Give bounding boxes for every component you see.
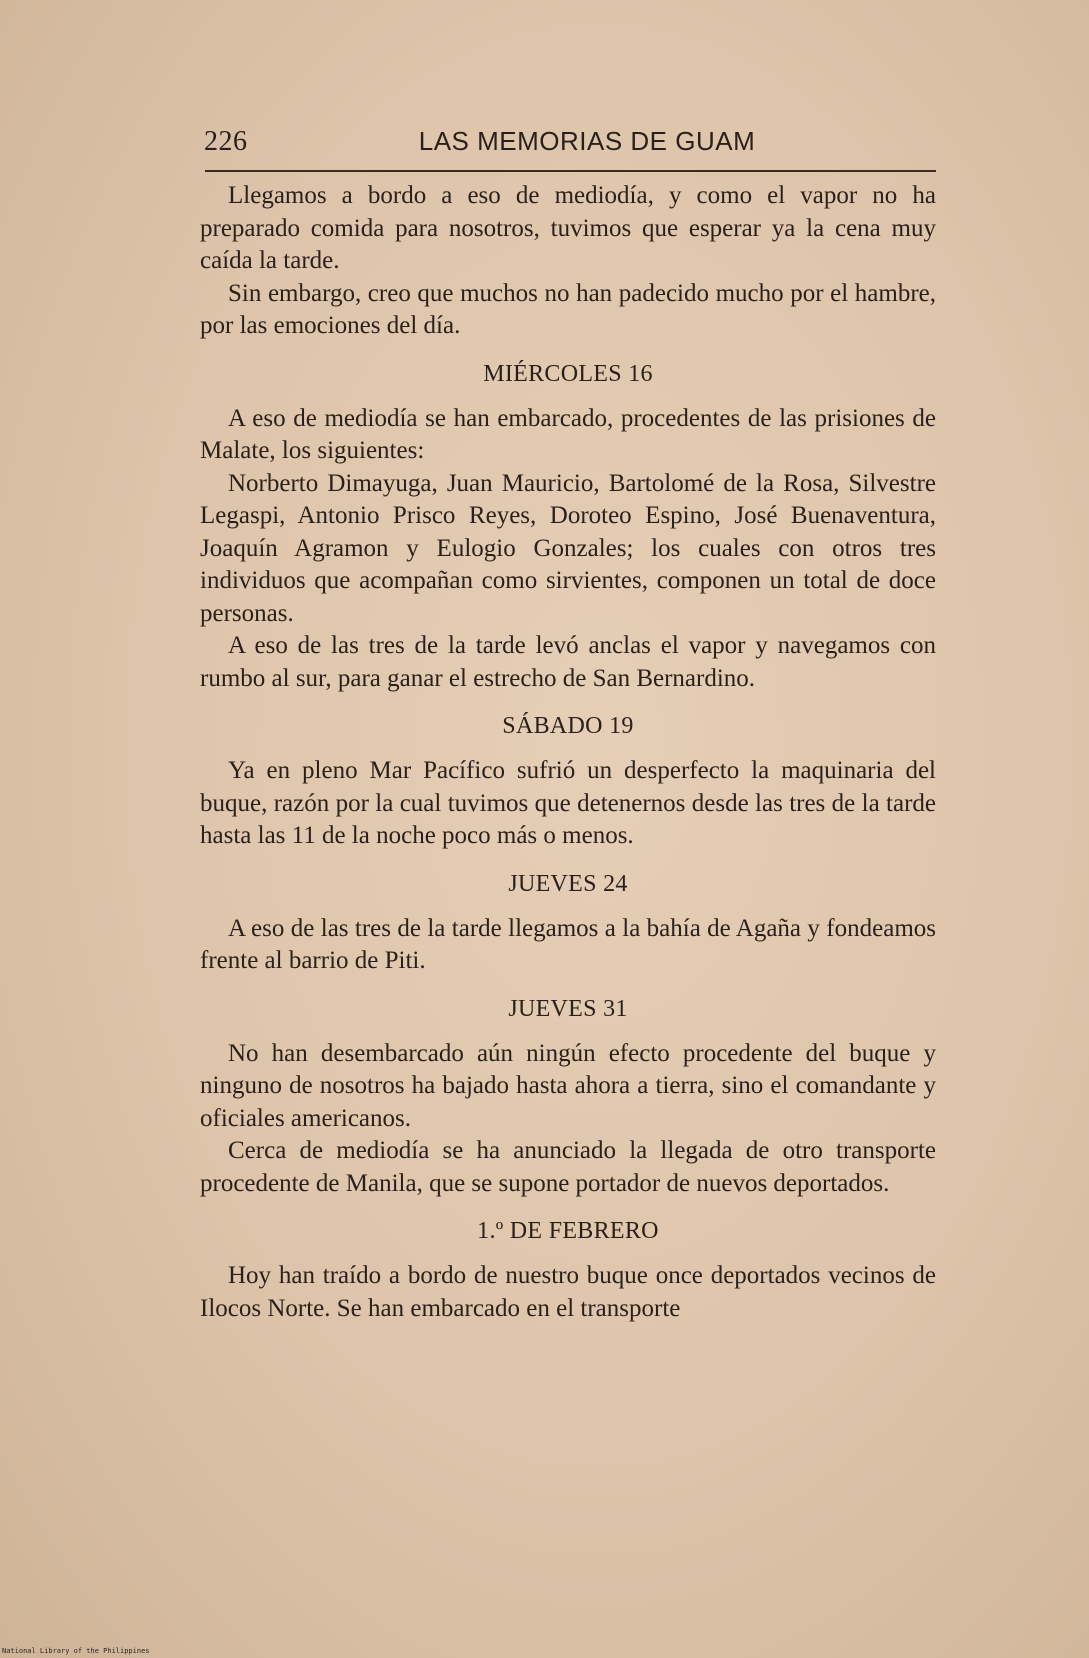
date-heading: SÁBADO 19 [502,713,634,739]
paragraph: A eso de mediodía se han embarcado, procedentes de las prisiones de Malate, los siguientes: [200,404,936,464]
paragraph: No han desembarcado aún ningún efecto procedente del buque y ninguno de nosotros ha bajado hasta ahora a tierra, sino el comandante y oficiales americanos. [200,1039,936,1132]
paragraph: Ya en pleno Mar Pacífico sufrió un desperfecto la maquinaria del buque, razón por la cual tuvimos que detenernos desde las tres de la tarde hasta las 11 de la noche poco más o menos. [200,757,936,849]
paragraph: Hoy han traído a bordo de nuestro buque once deportados vecinos de Ilocos Norte. Se han embarcado en el transporte [200,1262,936,1322]
paragraph: Norberto Dimayuga, Juan Mauricio, Bartolomé de la Rosa, Silvestre Legaspi, Antonio Prisco Reyes, Doroteo Espino, José Buenaventura, Joaquín Agramon y Eulogio Gonzales; los cuales con otros tres individuos que acompañan como sirvientes, componen un total de doce personas. [200,469,936,627]
running-title: LAS MEMORIAS DE GUAM [418,126,756,156]
paragraph: A eso de las tres de la tarde llegamos a la bahía de Agaña y fondeamos frente al barrio de Piti. [200,914,936,974]
date-heading: MIÉRCOLES 16 [483,360,653,387]
page-number: 226 [204,126,248,157]
date-heading: 1.º DE FEBRERO [477,1218,659,1244]
date-heading: JUEVES 24 [508,870,628,897]
date-heading: JUEVES 31 [508,995,628,1022]
page-header [200,118,936,168]
paragraph: Llegamos a bordo a eso de mediodía, y como el vapor no ha preparado comida para nosotros, tuvimos que esperar ya la cena muy caída la tarde. [200,182,936,274]
body-text [200,180,936,1325]
paragraph: Cerca de mediodía se ha anunciado la llegada de otro transporte procedente de Manila, que se supone portador de nuevos deportados. [200,1137,936,1197]
paragraph: A eso de las tres de la tarde levó anclas el vapor y navegamos con rumbo al sur, para ganar el estrecho de San Bernardino. [200,632,936,692]
header-rule [205,170,936,172]
library-credit: National Library of the Philippines [2,1647,150,1655]
paragraph: Sin embargo, creo que muchos no han padecido mucho por el hambre, por las emociones del día. [200,279,936,339]
